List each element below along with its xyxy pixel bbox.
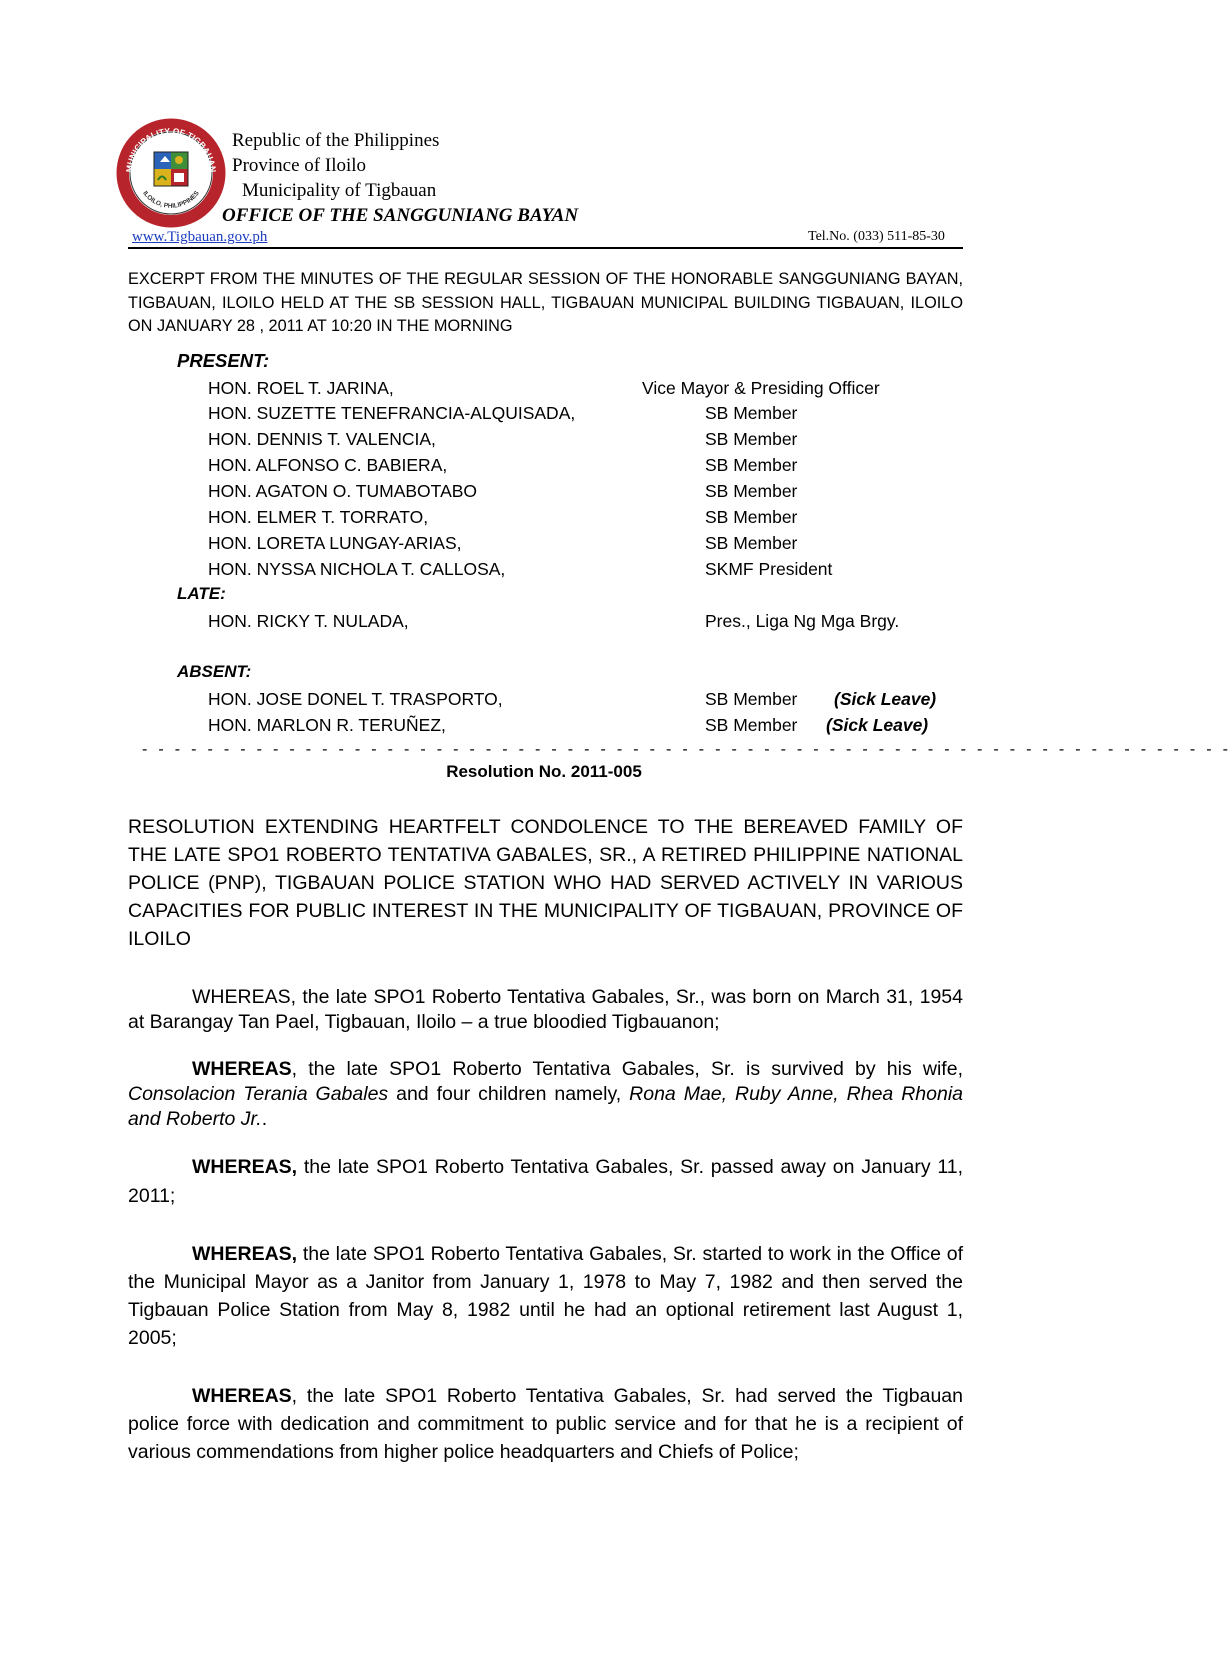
seal-top-text: MUNICIPALITY OF TIGBAUAN	[123, 125, 219, 173]
attendee-row	[0, 429, 1088, 453]
attendee-name: HON. SUZETTE TENEFRANCIA-ALQUISADA,	[208, 403, 576, 423]
whereas-paragraph	[128, 1382, 963, 1466]
whereas-paragraph	[128, 1057, 963, 1132]
attendee-row	[0, 689, 1088, 713]
attendee-position: SB Member	[705, 429, 798, 449]
attendee-position: SB Member	[705, 455, 798, 475]
letterhead-office: OFFICE OF THE SANGGUNIANG BAYAN	[222, 205, 579, 226]
letterhead-province: Province of Iloilo	[232, 155, 367, 176]
website-link[interactable]: www.Tigbauan.gov.ph	[132, 229, 268, 245]
whereas-text: the late SPO1 Roberto Tentativa Gabales, Sr. started to work in the Office of the Municipal Mayor as a Janitor from January 1, 1978 to May 7, 1982 and then served the Tigbauan Police Station from May 8, 1982 until he had an optional retirement last August 1, 2005;	[128, 1243, 963, 1349]
attendee-position: SB Member	[705, 481, 798, 501]
whereas-lead: WHEREAS,	[192, 1243, 298, 1265]
attendee-name: HON. ELMER T. TORRATO,	[208, 507, 429, 527]
attendee-row	[0, 611, 1088, 635]
attendee-row	[0, 559, 1088, 583]
whereas-lead: WHEREAS,	[192, 986, 297, 1008]
children-names: Rona Mae, Ruby Anne, Rhea Rhonia and Roberto Jr.	[128, 1083, 963, 1130]
attendee-position: Vice Mayor & Presiding Officer	[642, 378, 880, 398]
whereas-lead: WHEREAS	[192, 1058, 292, 1080]
whereas-lead: WHEREAS,	[192, 1156, 298, 1178]
attendee-row	[0, 533, 1088, 557]
whereas-paragraph	[128, 1240, 963, 1352]
attendee-name: HON. LORETA LUNGAY-ARIAS,	[208, 533, 462, 553]
attendee-name: HON. NYSSA NICHOLA T. CALLOSA,	[208, 559, 506, 579]
attendee-position: SB Member	[705, 715, 798, 735]
resolution-number: Resolution No. 2011-005	[446, 762, 642, 781]
attendee-name: HON. ALFONSO C. BABIERA,	[208, 455, 448, 475]
attendee-row	[0, 455, 1088, 479]
present-heading: PRESENT:	[177, 350, 270, 371]
telephone-number: Tel.No. (033) 511-85-30	[808, 229, 945, 244]
whereas-text: .	[261, 1108, 268, 1130]
attendee-row	[0, 507, 1088, 531]
resolution-title: RESOLUTION EXTENDING HEARTFELT CONDOLENCE TO THE BEREAVED FAMILY OF THE LATE SPO1 ROBERTO TENTATIVA GABALES, SR., A RETIRED PHILIPPINE NATIONAL POLICE (PNP), TIGBAUAN POLICE STATION WHO HAD SERVED ACTIVELY IN VARIOUS CAPACITIES FOR PUBLIC INTEREST IN THE MUNICIPALITY OF TIGBAUAN, PROVINCE OF ILOILO	[128, 816, 963, 950]
absent-heading: ABSENT:	[177, 662, 252, 681]
absence-note: (Sick Leave)	[834, 689, 937, 709]
attendee-name: HON. DENNIS T. VALENCIA,	[208, 429, 436, 449]
seal-bottom-text: ILOILO, PHILIPPINES	[141, 189, 201, 210]
attendee-position: SB Member	[705, 507, 798, 527]
attendee-name: HON. JOSE DONEL T. TRASPORTO,	[208, 689, 503, 709]
municipal-seal-logo	[116, 118, 226, 228]
attendee-row	[0, 403, 1088, 427]
letterhead-municipality: Municipality of Tigbauan	[242, 180, 437, 201]
attendee-position: SB Member	[705, 403, 798, 423]
wife-name: Consolacion Terania Gabales	[128, 1083, 389, 1105]
section-separator: - - - - - - - - - - - - - - - - - - - - - - - - - - - - - - - - - - - - - - - - - - - - - - - - - - - - - - - - - - - - - - - - - - -	[142, 741, 1231, 758]
minutes-excerpt: EXCERPT FROM THE MINUTES OF THE REGULAR SESSION OF THE HONORABLE SANGGUNIANG BAYAN, TIGBAUAN, ILOILO HELD AT THE SB SESSION HALL, TIGBAUAN MUNICIPAL BUILDING TIGBAUAN, ILOILO ON JANUARY 28 , 2011 AT 10:20 IN THE MORNING	[128, 270, 963, 335]
absence-note: (Sick Leave)	[826, 715, 929, 735]
attendee-position: SB Member	[705, 533, 798, 553]
attendee-row	[0, 481, 1088, 505]
letterhead-republic: Republic of the Philippines	[232, 130, 440, 151]
whereas-lead: WHEREAS	[192, 1385, 292, 1407]
whereas-text: the late SPO1 Roberto Tentativa Gabales, Sr., was born on March 31, 1954 at Barangay Tan Pael, Tigbauan, Iloilo – a true bloodied Tigbauanon;	[128, 986, 963, 1033]
whereas-text: , the late SPO1 Roberto Tentativa Gabales, Sr. had served the Tigbauan police force with dedication and commitment to public service and for that he is a recipient of various commendations from higher police headquarters and Chiefs of Police;	[128, 1385, 963, 1463]
attendee-position: SKMF President	[705, 559, 833, 579]
letterhead-divider	[128, 247, 963, 249]
attendee-position: Pres., Liga Ng Mga Brgy.	[705, 611, 900, 631]
whereas-paragraph	[128, 1153, 963, 1211]
whereas-paragraph	[128, 985, 963, 1035]
attendee-name: HON. ROEL T. JARINA,	[208, 378, 394, 398]
whereas-text: the late SPO1 Roberto Tentativa Gabales, Sr. passed away on January 11, 2011;	[128, 1156, 963, 1207]
attendee-row	[0, 378, 1088, 402]
whereas-text: and four children namely,	[388, 1083, 630, 1105]
attendee-name: HON. MARLON R. TERUÑEZ,	[208, 715, 446, 735]
late-heading: LATE:	[177, 584, 226, 603]
attendee-name: HON. RICKY T. NULADA,	[208, 611, 409, 631]
attendee-name: HON. AGATON O. TUMABOTABO	[208, 481, 478, 501]
attendee-position: SB Member	[705, 689, 798, 709]
whereas-text: , the late SPO1 Roberto Tentativa Gabales, Sr. is survived by his wife,	[291, 1058, 963, 1080]
attendee-row	[0, 715, 1088, 739]
